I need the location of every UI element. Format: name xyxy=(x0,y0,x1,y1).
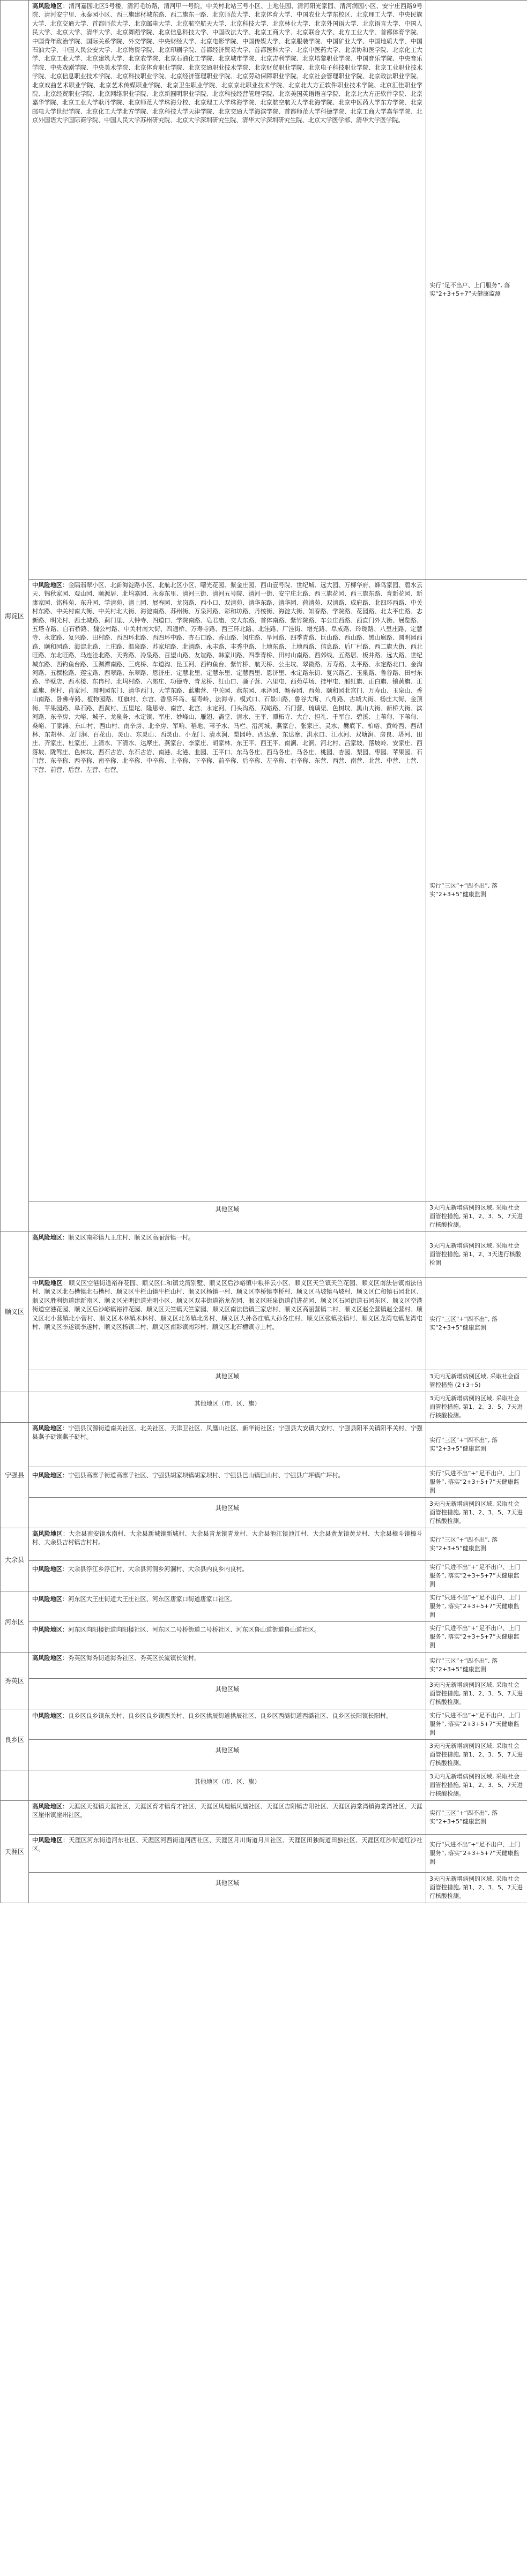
area-description xyxy=(29,580,426,1201)
district-name: 秀英区 xyxy=(4,1677,24,1685)
risk-level-label: 中风险地区 xyxy=(32,1472,62,1479)
control-measure-cell xyxy=(426,1561,527,1591)
area-cell xyxy=(29,1392,426,1423)
risk-level-label: 中风险地区 xyxy=(32,1596,62,1603)
control-measure-cell xyxy=(426,1801,527,1835)
area-list-text: 其他区域 xyxy=(215,1505,240,1512)
area-description xyxy=(29,1,426,579)
area-cell xyxy=(29,1622,426,1653)
control-measure-cell xyxy=(426,1622,527,1653)
table-row xyxy=(1,1873,527,1903)
control-measure-cell xyxy=(426,1370,527,1392)
control-measure-text: 实行“足不出户、上门服务”, 落实“2+3+5+7”天健康监测 xyxy=(429,282,510,297)
table-row xyxy=(1,1709,527,1740)
area-list-text: ：大余县浮江乡浮江村、大余县河洞乡河洞村、大余县内良乡内良村。 xyxy=(62,1566,248,1573)
area-cell xyxy=(29,1709,426,1740)
risk-level-label: 高风险地区 xyxy=(32,1655,62,1662)
area-cell xyxy=(29,1232,426,1278)
control-measure-cell xyxy=(426,580,527,1201)
area-description xyxy=(29,1528,426,1560)
area-description xyxy=(29,1398,426,1416)
control-measure-text: 3天内无新增病例的区域, 采取社会面管控措施, 第1、2、3、5、7天进行核酸检测。 xyxy=(429,1681,523,1706)
area-description xyxy=(29,1564,426,1588)
table-row xyxy=(1,1370,527,1392)
control-measure-text: 实行“只进不出”+“足不出户、上门服务”, 落实“2+3+5+7”天健康监测 xyxy=(429,1564,521,1588)
control-measure-cell xyxy=(426,1423,527,1467)
area-description xyxy=(29,1624,426,1650)
control-measure-text: 实行“三区”+“四不出”, 落实“2+3+5”健康监测 xyxy=(429,1657,498,1673)
area-description xyxy=(29,1371,426,1391)
control-measure-text: 实行“三区”+“四不出”, 落实“2+3+5”健康监测 xyxy=(429,882,498,898)
area-cell xyxy=(29,580,426,1201)
table-row xyxy=(1,1201,527,1232)
area-cell xyxy=(29,1873,426,1903)
table-row xyxy=(1,580,527,1201)
table-row xyxy=(1,1528,527,1561)
risk-level-label: 高风险地区 xyxy=(32,1425,62,1432)
table-row xyxy=(1,1423,527,1467)
area-list-text: ：清河嘉园北区5号楼，清河毛纺路，清河甲一号院，中关村北站三号小区、上地佳园、清河阳光家园、清河润园小区、安宁庄西路9号院、清河安宁里、永泰园小区、西三旗建材城东路、西二旗东一路、北京师范大学、北京体育大学、中国农业大学东校区、北京理工大学、中央民族大学、北京交通大学、首都师范大学、北京邮电大学、北京航空航天大学、北京科技大学、北京林业大学、北京外国语大学、北京语言大学、中国人民大学、北京大学、清华大学、北京舞蹈学院、北京信息科技大学、中国政法大学、北京工商大学、北京联合大学、北方工业大学、首都体育学院、中国青年政治学院、国际关系学院、外交学院、中央财经大学、北京电影学院、中国传媒大学、北京服装学院、中国矿业大学、中国地质大学、中国石油大学、中国人民公安大学、北京物资学院、北京印刷学院、首都经济贸易大学、首都医科大学、北京中医药大学、北京协和医学院、北京化工大学、北京工业大学、北京建筑大学、北京农学院、北京石油化工学院、北京城市学院、北京吉利学院、北京培黎职业学院、中国音乐学院、中央音乐学院、中央戏剧学院、中央美术学院、北京体育职业学院、北京交通职业技术学院、北京财贸职业学院、北京电子科技职业学院、北京工业职业技术学院、北京信息职业技术学院、北京科技职业学院、北京经济管理职业学院、北京劳动保障职业学院、北京社会管理职业学院、北京政法职业学院、北京戏曲艺术职业学院、北京艺术传媒职业学院、北京卫生职业学院、北京京北职业技术学院、北京北大方正软件职业技术学院、北京汇佳职业学院、北京经贸职业学院、北京网络职业学院、北京新圆明职业学院、北京科技经营管理学院、北京美国英语语言学院、北京北大方正软件学院、北京嘉华学院、北京工业大学耿丹学院、北京师范大学珠海分校、北京理工大学珠海学院、北京航空航天大学北海学院、北京中医药大学东方学院、北京邮电大学世纪学院、北京化工大学北方学院、北京科技大学天津学院、北京交通大学海滨学院、首都师范大学科德学院、北京工商大学嘉华学院、北京外国语大学国际商学院、中国人民大学苏州研究院、北京大学深圳研究生院、清华大学深圳研究生院、北京大学医学部、清华大学医学院。 xyxy=(32,3,422,124)
area-description xyxy=(29,1278,426,1370)
area-list-text: ：顺义区空港街道裕祥花园、顺义区仁和镇龙湾别墅、顺义区后沙峪镇中粮祥云小区、顺义区天竺镇天竺花园、顺义区南法信镇南法信村、顺义区北石槽镇北石槽村、顺义区牛栏山镇牛栏山村、顺义区杨镇一村、顺义区李桥镇李桥村、顺义区马坡镇马坡村、顺义区仁和镇石园北区、顺义区胜利街道建新南区、顺义区光明街道光明小区、顺义区双丰街道裕龙花园、顺义区旺泉街道前进花园、顺义区石园街道石园东区、顺义区空港街道空港花园、顺义区后沙峪镇裕祥花园、顺义区天竺镇天竺家园、顺义区南法信镇三家店村、顺义区高丽营镇二村、顺义区赵全营镇赵全营村、顺义区北小营镇北小营村、顺义区木林镇木林村、顺义区北务镇北务村、顺义区大孙各庄镇大孙各庄村、顺义区张镇张镇村、顺义区龙湾屯镇龙湾屯村、顺义区李遂镇李遂村、顺义区杨镇二村、顺义区南彩镇南彩村、顺义区北石槽镇寺上村。 xyxy=(32,1280,422,1331)
risk-level-label: 高风险地区 xyxy=(32,3,63,10)
area-list-text: ：天涯区天涯镇天涯社区、天涯区育才镇育才社区、天涯区凤凰镇凤凰社区、天涯区吉阳镇吉阳社区、天涯区海棠湾镇海棠湾社区、天涯区崖州镇崖州社区。 xyxy=(32,1803,422,1819)
control-measure-text: 实行“三区”+“四不出”, 落实“2+3+5”健康监测 xyxy=(429,1536,498,1552)
control-measure-cell xyxy=(426,1,527,580)
table-row xyxy=(1,1561,527,1591)
area-description xyxy=(29,1745,426,1765)
area-description xyxy=(29,1684,426,1704)
district-name: 良乡区 xyxy=(4,1736,24,1744)
risk-level-label: 中风险地区 xyxy=(32,582,62,589)
table-row xyxy=(1,1278,527,1370)
district-name: 天涯区 xyxy=(4,1848,24,1856)
area-cell xyxy=(29,1653,426,1679)
area-cell xyxy=(29,1201,426,1232)
control-measure-text: 实行“只进不出”+“足不出户、上门服务”, 落实“2+3+5+7”天健康监测 xyxy=(429,1625,521,1649)
control-measure-cell xyxy=(426,1591,527,1622)
area-list-text: 其他区域 xyxy=(215,1880,240,1887)
district-cell xyxy=(1,1591,29,1653)
district-cell xyxy=(1,1232,29,1392)
risk-level-label: 高风险地区 xyxy=(32,1803,62,1810)
risk-table-body xyxy=(1,1,527,1903)
table-row xyxy=(1,1622,527,1653)
area-list-text: ：天涯区河东街道河东社区、天涯区河西街道河西社区、天涯区月川街道月川社区、天涯区田独街道田独社区、天涯区红沙街道红沙社区。 xyxy=(32,1837,422,1853)
table-row xyxy=(1,1591,527,1622)
area-description xyxy=(29,1877,426,1898)
control-measure-cell xyxy=(426,1392,527,1423)
control-measure-cell xyxy=(426,1467,527,1498)
area-cell xyxy=(29,1423,426,1467)
control-measure-text: 3天内无新增病例的区域, 采取社会面管控措施, 第1、2、3、5、7天进行核酸检测。 xyxy=(429,1773,523,1797)
table-row xyxy=(1,1801,527,1835)
area-description xyxy=(29,1776,426,1794)
table-row xyxy=(1,1467,527,1498)
control-measure-text: 实行“三区”+“四不出”, 落实“2+3+5”健康监测 xyxy=(429,1316,498,1331)
control-measure-cell xyxy=(426,1873,527,1903)
control-measure-text: 实行“只进不出”+“足不出户、上门服务”, 落实“2+3+5+7”天健康监测 xyxy=(429,1470,521,1494)
area-description xyxy=(29,1801,426,1834)
table-row xyxy=(1,1770,527,1801)
area-list-text: 其他区域 xyxy=(215,1747,240,1754)
area-list-text: 其他地区（市、区、旗） xyxy=(194,1778,261,1785)
control-measure-text: 实行“只进不出”+“足不出户、上门服务”, 落实“2+3+5+7”天健康监测 xyxy=(429,1841,521,1865)
area-list-text: ：顺义区南彩镇九王庄村、顺义区高丽营镇一村。 xyxy=(62,1234,195,1241)
area-list-text: ：河东区向阳楼街道向阳楼社区、河东区二号桥街道二号桥社区、河东区鲁山道街道鲁山道社区。 xyxy=(62,1626,321,1633)
control-measure-cell xyxy=(426,1528,527,1561)
district-cell xyxy=(1,1770,29,1801)
area-list-text: ：金隅翡翠小区、北新海淀路小区、北航北区小区、曙光花园、紫金庄园、西山壹号院、世纪城、远大园、万柳华府、蜂鸟家园、碧水云天、锦秋家园、观山园、颐源居、北坞嘉园、永泰东里、清河三街、清河五号院、清河一街、安宁庄北路、西三旗花园、西三旗东路、育新花园、新康家园、铭科苑、东升园、学清苑、清上园、展春园、龙岗路、西小口、双清苑、清华东路、清华园、荷清苑、双清路、成府路、北四环西路、中关村东路、中关村南大街、中关村北大街、海淀南路、苏州街、万泉河路、彩和坊路、丹棱街、海淀大街、知春路、学院路、花园路、北太平庄路、志新路、明光村、西土城路、蓟门里、大钟寺、四道口、学院南路、皂君庙、交大东路、首体南路、紫竹院路、车公庄西路、西直门外大街、展览路、五塔寺路、白石桥路、魏公村路、中关村南大街、四通桥、万寿寺路、西三环北路、北洼路、厂洼街、增光路、阜成路、玲珑路、八里庄路、定慧寺、永定路、复兴路、田村路、西四环北路、西四环中路、杏石口路、香山路、闵庄路、旱河路、四季青路、巨山路、西山路、黑山扈路、圆明园西路、颐和园路、海淀北路、上庄路、温泉路、苏家坨路、北清路、永丰路、丰秀中路、上地东路、上地西路、信息路、后厂村路、西二旗大街、西北旺路、东北旺路、马连洼北路、天秀路、冷泉路、百望山路、友谊路、韩家川路、四季青桥、田村山南路、西郊线、五路居、板井路、远大路、世纪城东路、西钓鱼台路、玉渊潭南路、三虎桥、车道沟、昆玉河、西钓鱼台、紫竹桥、航天桥、公主坟、翠微路、万寿路、太平路、永定路北口、金沟河路、五棵松路、莲宝路、西翠路、东翠路、恩济庄、定慧北里、定慧东里、定慧西里、恩济里、永定路东街、复兴路乙、玉泉路、鲁谷路、田村东路、半壁店、西木楼、东冉村、北坞村路、六郎庄、功德寺、青龙桥、红山口、骚子营、六里屯、西苑草场、挂甲屯、厢红旗、正白旗、镶黄旗、正蓝旗、树村、肖家河、圆明园东门、清华西门、大学东路、蓝旗营、中关园、燕东园、承泽园、畅春园、西苑、颐和园北宫门、万寿山、玉泉山、香山南路、卧佛寺路、植物园路、红旗村、东宫、香泉环岛、福寿岭、法海寺、模式口、石景山路、鲁谷大街、八角路、古城大街、杨庄大街、金顶街、苹果园路、阜石路、西黄村、五里坨、隆恩寺、南宫、北宫、永定河、门头沟路、双峪路、石门营、琉璃渠、色树坟、黑山大街、新桥大街、滨河路、东辛房、大峪、城子、龙泉务、永定镇、军庄、妙峰山、雁翅、斋堂、清水、王平、潭柘寺、大台、担礼、千军台、碧溪、上苇甸、下苇甸、桑峪、丁家滩、东山村、西山村、南辛房、北辛房、军响、稻地、苇子水、马栏、沿河城、燕家台、张家庄、灵水、爨底下、柏峪、黄岭西、西胡林、东胡林、龙门涧、百花山、灵山、东灵山、西灵山、小龙门、清水涧、梨园岭、西达摩、东达摩、洪水口、江水河、双塘涧、房良、塔河、田庄、齐家庄、杜家庄、上清水、下清水、达摩庄、燕家台、李家庄、胡家林、东王平、西王平、南涧、北涧、河北村、吕家坡、落坡岭、安家庄、西落坡、陇驾庄、色树坟、西石古岩、东石古岩、南港、北港、韭园、王平口、东马各庄、西马各庄、马各庄、桃园、杏园、梨园、枣园、苹果园、石门营、东辛称、西辛称、南辛称、北辛称、中辛称、上辛称、下辛称、前辛称、后辛称、左辛称、右辛称、东营、西营、南营、北营、中营、上营、下营、前营、后营、左营、右营。 xyxy=(32,582,422,773)
district-name: 大余县 xyxy=(4,1556,24,1564)
area-cell xyxy=(29,1278,426,1370)
district-name: 顺义区 xyxy=(4,1308,24,1316)
control-measure-cell xyxy=(426,1709,527,1740)
area-description xyxy=(29,1232,426,1277)
area-list-text: 其他区域 xyxy=(215,1206,240,1213)
district-cell xyxy=(1,1528,29,1591)
area-cell xyxy=(29,1561,426,1591)
control-measure-text: 实行“三区”+“四不出”, 落实“2+3+5”健康监测 xyxy=(429,1809,498,1825)
control-measure-text: 3天内无新增病例的区域, 采取社会面管控措施, 第1、2、3、5、7天进行核酸检测。 xyxy=(429,1500,523,1524)
area-description xyxy=(29,1503,426,1523)
risk-level-label: 中风险地区 xyxy=(32,1837,63,1844)
area-description xyxy=(29,1835,426,1872)
risk-level-label: 中风险地区 xyxy=(32,1626,62,1633)
table-row xyxy=(1,1392,527,1423)
risk-level-label: 中风险地区 xyxy=(32,1713,62,1719)
area-description xyxy=(29,1204,426,1229)
control-measure-cell xyxy=(426,1770,527,1801)
control-measure-text: 实行“只进不出”+“足不出户、上门服务”, 落实“2+3+5+7”天健康监测 xyxy=(429,1712,521,1736)
district-cell xyxy=(1,1423,29,1528)
control-measure-cell xyxy=(426,1679,527,1709)
table-row xyxy=(1,1232,527,1278)
area-cell xyxy=(29,1835,426,1873)
area-cell xyxy=(29,1679,426,1709)
area-cell xyxy=(29,1528,426,1561)
district-cell xyxy=(1,1653,29,1709)
area-description xyxy=(29,1594,426,1619)
area-list-text: ：秀英区海秀街道海秀社区、秀英区长流镇长流村。 xyxy=(62,1655,201,1662)
area-list-text: ：河东区大王庄街道大王庄社区、河东区唐家口街道唐家口社区。 xyxy=(62,1596,236,1603)
table-row xyxy=(1,1498,527,1528)
risk-level-label: 高风险地区 xyxy=(32,1530,63,1537)
control-measure-cell xyxy=(426,1653,527,1679)
control-measure-cell xyxy=(426,1740,527,1770)
area-cell xyxy=(29,1467,426,1498)
district-name: 河东区 xyxy=(4,1618,24,1626)
area-description xyxy=(29,1470,426,1494)
area-cell xyxy=(29,1498,426,1528)
district-name: 宁强县 xyxy=(4,1471,24,1479)
table-row xyxy=(1,1653,527,1679)
area-cell xyxy=(29,1740,426,1770)
area-cell xyxy=(29,1370,426,1392)
area-cell xyxy=(29,1770,426,1801)
district-name: 海淀区 xyxy=(4,612,24,620)
area-description xyxy=(29,1423,426,1467)
control-measure-cell xyxy=(426,1498,527,1528)
control-measure-text: 3天内无新增病例的区域, 采取社会面管控措施, 第1、2、3天进行核酸检测 xyxy=(429,1242,521,1266)
risk-level-label: 中风险地区 xyxy=(32,1280,63,1287)
table-row xyxy=(1,1,527,580)
risk-level-label: 中风险地区 xyxy=(32,1566,62,1573)
control-measure-text: 3天内无新增病例的区域, 采取社会面管控措施, 第1、2、3、5、7天进行核酸检测。 xyxy=(429,1875,523,1899)
control-measure-cell xyxy=(426,1278,527,1370)
control-measure-cell xyxy=(426,1201,527,1232)
area-list-text: ：良乡区良乡镇东关村、良乡区良乡镇西关村、良乡区拱辰街道拱辰社区、良乡区西潞街道西潞社区、良乡区长阳镇长阳村。 xyxy=(62,1713,392,1719)
area-description xyxy=(29,1653,426,1678)
control-measure-cell xyxy=(426,1835,527,1873)
area-cell xyxy=(29,1,426,580)
table-row xyxy=(1,1835,527,1873)
control-measure-text: 实行“只进不出”+“足不出户、上门服务”, 落实“2+3+5+7”天健康监测 xyxy=(429,1594,521,1618)
table-row xyxy=(1,1679,527,1709)
area-cell xyxy=(29,1591,426,1622)
area-list-text: 其他区域 xyxy=(215,1373,240,1380)
district-cell xyxy=(1,1,29,1232)
area-list-text: 其他区域 xyxy=(215,1686,240,1693)
risk-level-label: 高风险地区 xyxy=(32,1234,62,1241)
district-cell xyxy=(1,1392,29,1423)
table-row xyxy=(1,1740,527,1770)
area-cell xyxy=(29,1801,426,1835)
area-list-text: ：大余县南安镇水南村、大余县新城镇新城村、大余县青龙镇青龙村、大余县池江镇池江村、大余县黄龙镇黄龙村、大余县樟斗镇樟斗村、大余县吉村镇吉村村。 xyxy=(32,1530,422,1546)
control-measure-text: 实行“三区”+“四不出”, 落实“2+3+5”健康监测 xyxy=(429,1437,498,1452)
control-measure-cell xyxy=(426,1232,527,1278)
district-cell xyxy=(1,1801,29,1903)
control-measure-text: 3天内无新增病例的区域, 采取社会面管控措施, 第1、2、3、5、7天进行核酸检测。 xyxy=(429,1743,523,1767)
area-list-text: 其他地区（市、区、旗） xyxy=(194,1400,261,1407)
district-cell xyxy=(1,1709,29,1770)
control-measure-text: 3天内无新增病例区域, 采取社会面管控措施 (2+3+5) xyxy=(429,1373,519,1388)
area-list-text: ：宁强县高寨子街道高寨子社区、宁强县胡家坝镇胡家坝村、宁强县巴山镇巴山村、宁强县广坪镇广坪村。 xyxy=(62,1472,344,1479)
area-list-text: ：宁强县汉源街道南关社区、北关社区、天津卫社区、凤凰山社区、新华街社区；宁强县大安镇大安村、宁强县阳平关镇阳平关村、宁强县燕子砭镇燕子砭村。 xyxy=(32,1425,422,1441)
control-measure-text: 3天内无新增病例的区域, 采取社会面管控措施, 第1、2、3、5、7天进行核酸检测。 xyxy=(429,1395,523,1419)
control-measure-text: 3天内无新增病例的区域, 采取社会面管控措施, 第1、2、3、5、7天进行核酸检测。 xyxy=(429,1204,523,1228)
area-description xyxy=(29,1710,426,1738)
